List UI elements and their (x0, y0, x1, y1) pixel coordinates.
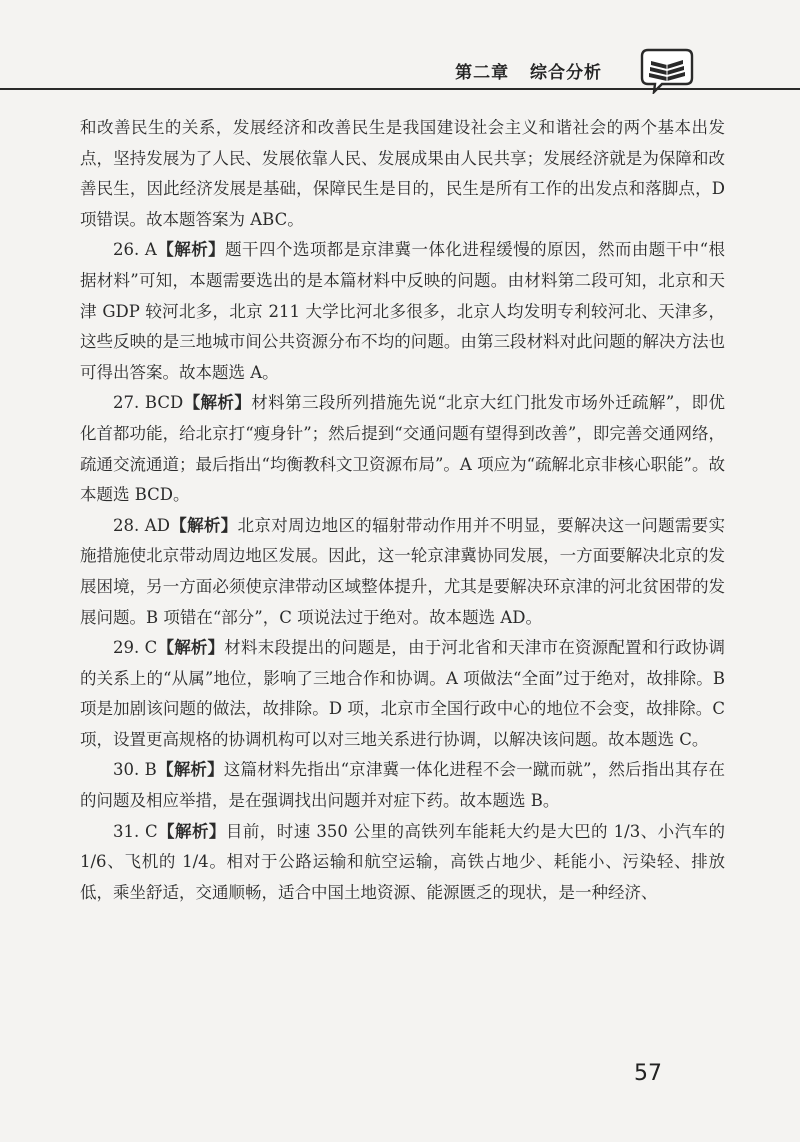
chapter-number: 第二章 (455, 63, 510, 83)
page-number: 57 (634, 1061, 662, 1086)
paragraph-text: 题干四个选项都是京津冀一体化进程缓慢的原因，然而由题干中“根据材料”可知，本题需要选出的是本篇材料中反映的问题。由材料第二段可知，北京和天津 GDP 较河北多，北京 211 大学比河北多很多，北京人均发明专利较河北、天津多，这些反映的是三地城市间公共资源分布不均的问题。由第三段材料对此问题的解决方法也可得出答案。故本题选 A。 (80, 240, 726, 382)
header-rule (0, 88, 800, 90)
paragraph-continuation (80, 113, 725, 235)
analysis-tag: 【解析】 (156, 240, 226, 260)
answer-29 (80, 633, 725, 755)
chapter-title: 综合分析 (530, 63, 602, 83)
paragraph-text: 材料第三段所列措施先说“北京大红门批发市场外迁疏解”，即优化首都功能，给北京打“瘦身针”；然后提到“交通问题有望得到改善”，即完善交通网络，疏通交流通道；最后指出“均衡教科文卫资源布局”。A 项应为“疏解北京非核心职能”。故本题选 BCD。 (80, 393, 726, 505)
analysis-tag: 【解析】 (183, 393, 252, 413)
analysis-tag: 【解析】 (156, 760, 224, 780)
question-number: 26. A (113, 240, 157, 260)
paragraph-text: 北京对周边地区的辐射带动作用并不明显，要解决这一问题需要实施措施使北京带动周边地区发展。因此，这一轮京津冀协同发展，一方面要解决北京的发展困境，另一方面必须使京津带动区域整体提升，尤其是要解决环京津的河北贫困带的发展问题。B 项错在“部分”，C 项说法过于绝对。故本题选 AD。 (80, 515, 726, 627)
question-number: 29. C (113, 638, 158, 658)
answer-26 (80, 235, 725, 388)
analysis-tag: 【解析】 (157, 821, 226, 841)
paragraph-text: 材料末段提出的问题是，由于河北省和天津市在资源配置和行政协调的关系上的“从属”地位，影响了三地合作和协调。A 项做法“全面”过于绝对，故排除。B 项是加剧该问题的做法，故排除。D 项，北京市全国行政中心的地位不会变，故排除。C 项，设置更高规格的协调机构可以对三地关系进行协调，以解决该问题。故本题选 C。 (80, 638, 725, 749)
answer-30 (80, 755, 725, 816)
question-number: 30. B (113, 760, 157, 780)
question-number: 28. AD (113, 515, 170, 535)
analysis-tag: 【解析】 (169, 515, 238, 535)
page-body (80, 113, 725, 908)
paragraph-text: 这篇材料先指出“京津冀一体化进程不会一蹴而就”，然后指出其存在的问题及相应举措，是在强调找出问题并对症下药。故本题选 B。 (80, 760, 726, 811)
paragraph-text: 和改善民生的关系，发展经济和改善民生是我国建设社会主义和谐社会的两个基本出发点，坚持发展为了人民、发展依靠人民、发展成果由人民共享；发展经济就是为保障和改善民生，因此经济发展是基础，保障民生是目的，民生是所有工作的出发点和落脚点，D 项错误。故本题答案为 ABC。 (80, 118, 725, 229)
paragraph-text: 目前，时速 350 公里的高铁列车能耗大约是大巴的 1/3、小汽车的 1/6、飞机的 1/4。相对于公路运输和航空运输，高铁占地少、耗能小、污染轻、排放低，乘坐舒适，交通顺畅，适合中国土地资源、能源匮乏的现状，是一种经济、 (80, 821, 725, 902)
question-number: 27. BCD (113, 393, 184, 413)
answer-31 (80, 817, 725, 909)
page-header (0, 0, 800, 92)
question-number: 31. C (113, 821, 158, 841)
chapter-heading (455, 58, 602, 83)
answer-27 (80, 388, 725, 510)
analysis-tag: 【解析】 (157, 638, 225, 658)
answer-28 (80, 511, 725, 633)
book-stack-icon (638, 46, 696, 94)
